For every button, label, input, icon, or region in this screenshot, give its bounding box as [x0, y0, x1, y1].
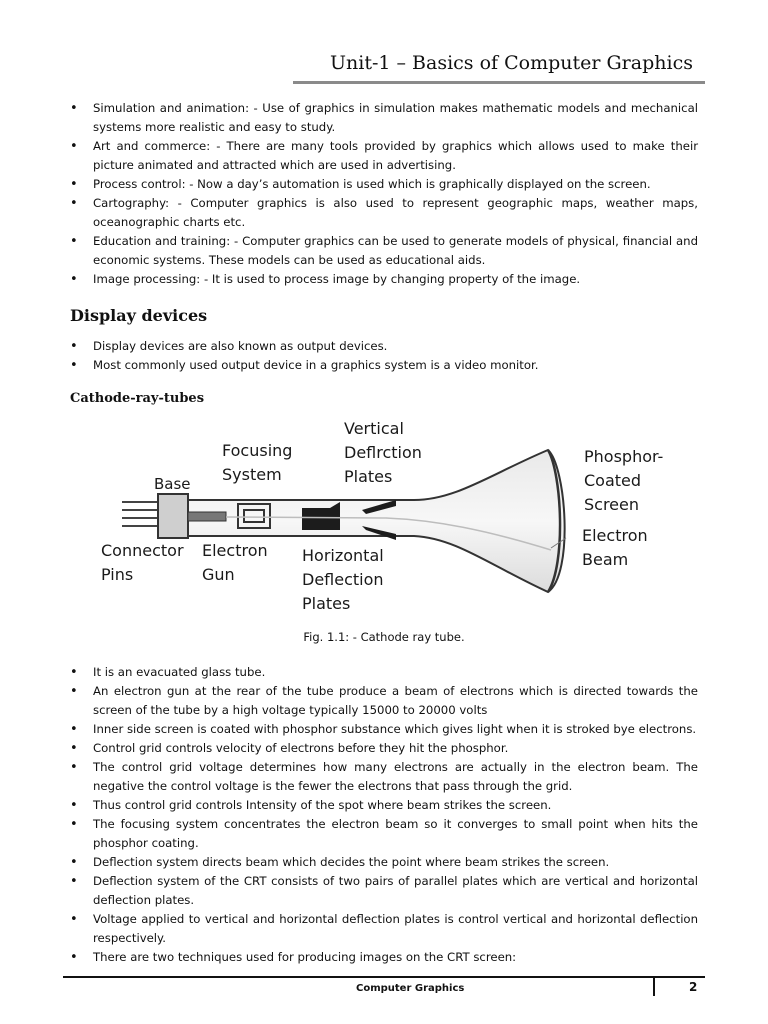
page-header-title: Unit-1 – Basics of Computer Graphics — [330, 52, 693, 74]
list-item: • Inner side screen is coated with phosphor substance which gives light when it is stroked bye electrons. — [70, 720, 698, 739]
list-item: • Deflection system directs beam which decides the point where beam strikes the screen. — [70, 853, 698, 872]
list-item: • The focusing system concentrates the electron beam so it converges to small point when hits the phosphor coating. — [70, 815, 698, 853]
section-heading-display-devices: Display devices — [70, 306, 208, 325]
figure-caption: Fig. 1.1: - Cathode ray tube. — [303, 630, 465, 644]
horizontal-plates-label: Horizontal Deflection Plates — [302, 546, 384, 613]
list-item: • Control grid controls velocity of electrons before they hit the phosphor. — [70, 739, 698, 758]
connector-pins-shape — [122, 502, 158, 526]
base-shape — [158, 494, 188, 538]
base-label: Base — [154, 475, 191, 493]
list-item: • Voltage applied to vertical and horizontal deflection plates is control vertical and horizontal deflection respectively. — [70, 910, 698, 948]
list-item: • Simulation and animation: - Use of graphics in simulation makes mathematic models and mechanical systems more realistic and easy to study. — [70, 99, 698, 137]
list-item: • An electron gun at the rear of the tube produce a beam of electrons which is directed towards the screen of the tube by a high voltage typically 15000 to 20000 volts — [70, 682, 698, 720]
header-rule — [293, 81, 705, 84]
list-item: • Process control: - Now a day’s automation is used which is graphically displayed on the screen. — [70, 175, 698, 194]
list-item: • Deflection system of the CRT consists of two pairs of parallel plates which are vertical and horizontal deflection plates. — [70, 872, 698, 910]
list-item: • The control grid voltage determines how many electrons are actually in the electron beam. The negative the control voltage is the fewer the electrons that pass through the grid. — [70, 758, 698, 796]
list-item: • There are two techniques used for producing images on the CRT screen: — [70, 948, 698, 967]
list-item: • Education and training: - Computer graphics can be used to generate models of physical, financial and economic systems. These models can be used as educational aids. — [70, 232, 698, 270]
list-item: • Art and commerce: - There are many tools provided by graphics which allows used to make their picture animated and attracted which are used in advertising. — [70, 137, 698, 175]
electron-gun-label: Electron Gun — [202, 541, 268, 584]
list-item: • Display devices are also known as output devices. — [70, 337, 698, 356]
sub-heading-crt: Cathode-ray-tubes — [70, 391, 205, 406]
list-item: • Cartography: - Computer graphics is also used to represent geographic maps, weather maps, oceanographic charts etc. — [70, 194, 698, 232]
vertical-plates-label: Vertical Deflrction Plates — [344, 419, 422, 486]
footer-title: Computer Graphics — [356, 983, 465, 994]
applications-list — [70, 99, 698, 289]
crt-figure — [96, 414, 676, 620]
electron-beam-label: Electron Beam — [582, 526, 648, 569]
page-number: 2 — [689, 980, 698, 994]
list-item: • Most commonly used output device in a graphics system is a video monitor. — [70, 356, 698, 375]
connector-pins-label: Connector Pins — [101, 541, 184, 584]
footer-divider — [653, 977, 655, 996]
list-item: • Thus control grid controls Intensity of the spot where beam strikes the screen. — [70, 796, 698, 815]
electron-gun-shape — [188, 512, 226, 521]
phosphor-screen-label: Phosphor- Coated Screen — [584, 447, 664, 514]
crt-facts-list — [70, 663, 698, 967]
focusing-system-label: Focusing System — [222, 441, 293, 484]
display-devices-list — [70, 337, 698, 375]
list-item: • It is an evacuated glass tube. — [70, 663, 698, 682]
list-item: • Image processing: - It is used to process image by changing property of the image. — [70, 270, 698, 289]
footer-rule — [63, 976, 705, 978]
